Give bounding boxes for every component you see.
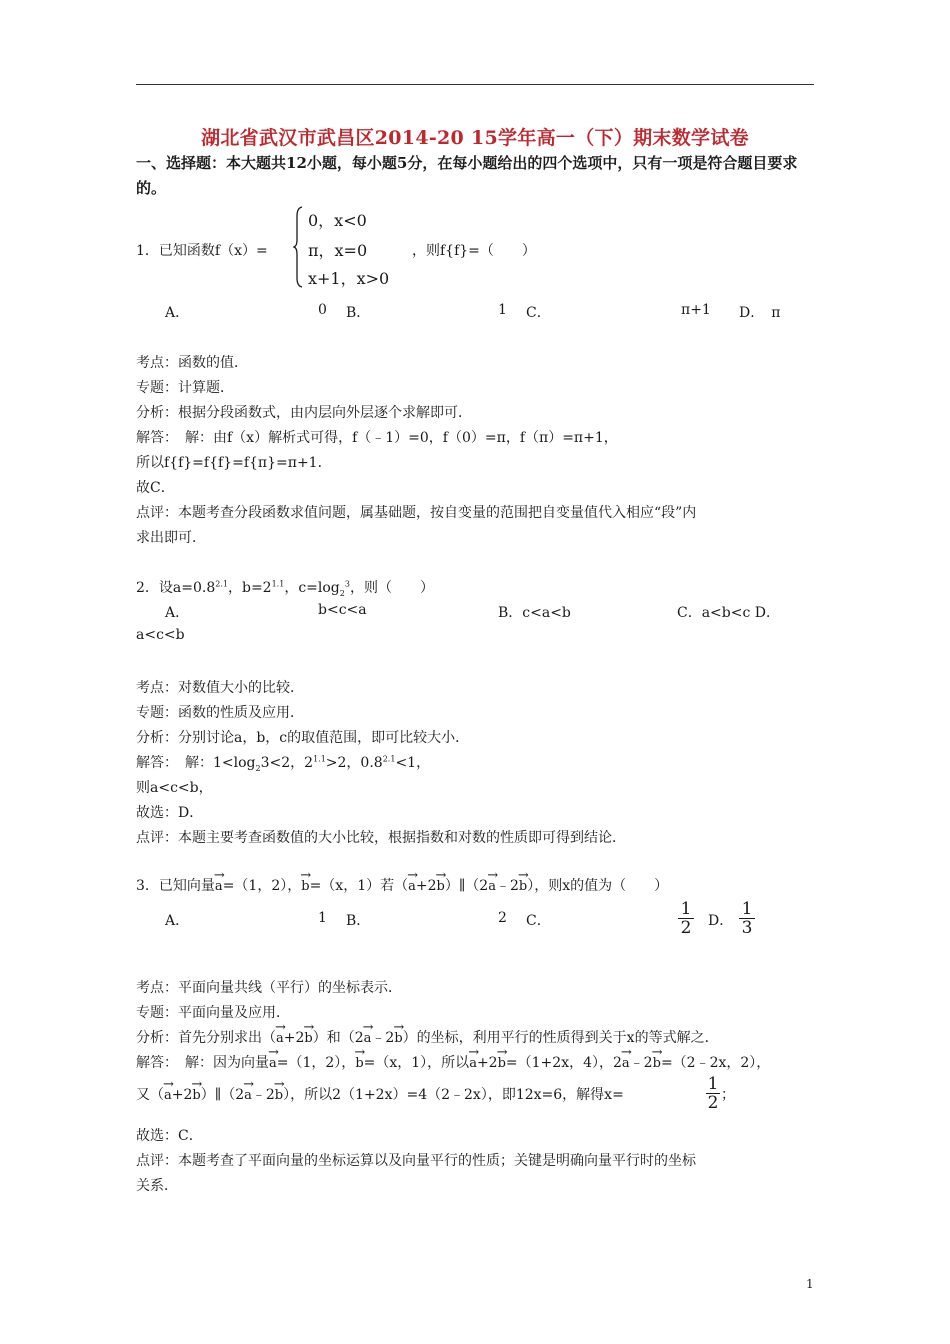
q2-jieda-sub: 2 bbox=[255, 763, 261, 773]
q2-jieda-a: 解答： 解：1<log bbox=[136, 755, 256, 771]
q2-dianping: 点评：本题主要考查函数值的大小比较，根据指数和对数的性质即可得到结论． bbox=[136, 830, 626, 846]
q3-fenxi-4: ﹣2 bbox=[371, 1030, 395, 1046]
q2-exp-1: 2.1 bbox=[215, 579, 228, 589]
vector-b: → b bbox=[437, 879, 445, 894]
vector-a: → a bbox=[269, 1056, 277, 1071]
q3-answer: 故选：C． bbox=[136, 1128, 203, 1144]
q3-option-d-numerator: 1 bbox=[741, 899, 753, 919]
q3-kaodian: 考点：平面向量共线（平行）的坐标表示． bbox=[136, 980, 402, 996]
q3-option-b-value: 2 bbox=[498, 910, 507, 926]
q3-option-d-fraction bbox=[739, 901, 755, 936]
vector-a: → a bbox=[276, 1031, 284, 1046]
q3-p3: =（x，1）若（ bbox=[309, 878, 409, 894]
vector-a: → a bbox=[408, 879, 416, 894]
q3-you bbox=[136, 1084, 624, 1104]
q2-jieda-exp-1: 1.1 bbox=[313, 754, 326, 764]
q3-you-5: ），所以2（1+2x）=4（2﹣2x），即12x=6，解得x= bbox=[283, 1087, 624, 1103]
q2-option-c: C．a<b<c D． bbox=[677, 605, 780, 621]
vector-b: → b bbox=[519, 879, 527, 894]
q1-case-1: 0，x<0 bbox=[308, 211, 367, 230]
q1-dianping: 点评：本题考查分段函数求值问题，属基础题，按自变量的范围把自变量值代入相应“段”内 bbox=[136, 505, 697, 521]
q3-jieda-7: =（2﹣2x，2）， bbox=[660, 1055, 771, 1071]
q2-option-a: A． bbox=[165, 605, 190, 621]
q1-option-a-value: 0 bbox=[318, 302, 327, 318]
q1-answer: 故C． bbox=[136, 480, 175, 496]
q3-fenxi-5: ）的坐标，利用平行的性质得到关于x的等式解之． bbox=[402, 1030, 719, 1046]
vector-a: → a bbox=[364, 1031, 372, 1046]
q3-p2: =（1，2）， bbox=[222, 878, 302, 894]
q1-option-b-value: 1 bbox=[498, 302, 507, 318]
q3-option-a-value: 1 bbox=[318, 910, 327, 926]
q2-jieda-exp-2: 2.1 bbox=[382, 754, 396, 764]
q2-answer: 故选：D． bbox=[136, 805, 204, 821]
q3-fenxi-1: 分析：首先分别求出（ bbox=[136, 1030, 276, 1046]
q1-option-d: D． π bbox=[739, 305, 781, 321]
q3-jieda-1: 解答： 解：因为向量 bbox=[136, 1055, 269, 1071]
q1-case-3: x+1，x>0 bbox=[308, 269, 390, 288]
q3-p5: ）∥（2 bbox=[444, 878, 489, 894]
vector-a: → a bbox=[622, 1056, 630, 1071]
vector-b: → b bbox=[304, 1031, 312, 1046]
q3-jieda-3: =（x，1），所以 bbox=[363, 1055, 470, 1071]
q3-stem bbox=[136, 875, 668, 895]
q3-option-a: A． bbox=[165, 913, 190, 929]
q3-option-c-denominator: 2 bbox=[680, 918, 692, 938]
q1-option-c-value: π+1 bbox=[681, 302, 711, 318]
q1-option-c: C． bbox=[526, 305, 551, 321]
vector-b: → b bbox=[192, 1088, 200, 1103]
q3-you-1: 又（ bbox=[136, 1087, 164, 1103]
q2-exp-3: 3 bbox=[344, 579, 350, 589]
vector-b: → b bbox=[355, 1056, 363, 1071]
q3-p1: 3．已知向量 bbox=[136, 878, 215, 894]
q3-fenxi-3: ）和（2 bbox=[312, 1030, 364, 1046]
q2-stem-b: ，b=2 bbox=[227, 580, 272, 596]
q3-option-b: B． bbox=[346, 913, 371, 929]
vector-b: → b bbox=[301, 879, 309, 894]
page-title: 湖北省武汉市武昌区2014-20 15学年高一（下）期末数学试卷 bbox=[201, 127, 749, 149]
q2-option-b: B．c<a<b bbox=[498, 605, 571, 621]
vector-a: → a bbox=[164, 1088, 172, 1103]
q3-jieda-6: ﹣2 bbox=[629, 1055, 653, 1071]
q3-you-end: ； bbox=[721, 1087, 735, 1103]
q2-jieda bbox=[136, 752, 430, 773]
page-number: 1 bbox=[806, 1277, 814, 1291]
q1-stem-suffix: ，则f{f}=（ ） bbox=[412, 243, 536, 259]
vector-a: → a bbox=[244, 1088, 252, 1103]
vector-a: → a bbox=[215, 879, 223, 894]
q2-stem-a: 2．设a=0.8 bbox=[136, 580, 216, 596]
q2-log-base: 2 bbox=[339, 588, 345, 598]
q2-stem-end: ，则（ ） bbox=[349, 580, 434, 596]
q2-stem bbox=[136, 577, 434, 598]
q1-option-b: B． bbox=[346, 305, 371, 321]
q3-option-d-denominator: 3 bbox=[741, 918, 753, 938]
q2-stem-c: ，c=log bbox=[284, 580, 340, 596]
q1-dianping-2: 求出即可． bbox=[136, 530, 206, 546]
q3-dianping: 点评：本题考查了平面向量的坐标运算以及向量平行的性质；关键是明确向量平行时的坐标 bbox=[136, 1153, 696, 1169]
section-header: 一、选择题：本大题共12小题，每小题5分，在每小题给出的四个选项中，只有一项是符合题目要求的。 bbox=[136, 154, 798, 197]
q3-dianping-2: 关系． bbox=[136, 1178, 178, 1194]
q3-option-c-numerator: 1 bbox=[680, 899, 692, 919]
q1-fenxi: 分析：根据分段函数式，由内层向外层逐个求解即可． bbox=[136, 405, 472, 421]
q3-you-denominator: 2 bbox=[707, 1093, 719, 1113]
vector-b: → b bbox=[498, 1056, 506, 1071]
q3-p6: ﹣2 bbox=[495, 878, 519, 894]
q3-option-c-fraction bbox=[678, 901, 694, 936]
q1-stem-prefix: 1．已知函数f（x）= bbox=[136, 243, 268, 259]
q1-jieda: 解答： 解：由f（x）解析式可得，f（﹣1）=0，f（0）=π，f（π）=π+1， bbox=[136, 430, 618, 446]
q3-jieda-5: =（1+2x，4），2 bbox=[505, 1055, 622, 1071]
q2-option-d-value: a<c<b bbox=[136, 627, 185, 643]
q3-jieda-4: +2 bbox=[476, 1055, 498, 1071]
q1-jieda-2: 所以f{f}=f{f}=f{π}=π+1． bbox=[136, 455, 332, 471]
q2-option-a-value: b<c<a bbox=[318, 602, 367, 618]
q3-jieda-2: =（1，2）， bbox=[276, 1055, 356, 1071]
q1-case-2: π，x=0 bbox=[308, 241, 368, 260]
vector-b: → b bbox=[275, 1088, 283, 1103]
q3-option-d: D． bbox=[708, 913, 734, 929]
vector-b: → b bbox=[653, 1056, 661, 1071]
q3-fenxi bbox=[136, 1027, 719, 1047]
header-rule bbox=[136, 84, 814, 85]
q1-stem bbox=[136, 240, 268, 260]
q3-you-numerator: 1 bbox=[707, 1074, 719, 1094]
q3-fenxi-2: +2 bbox=[283, 1030, 305, 1046]
q3-p7: ），则x的值为（ ） bbox=[527, 878, 669, 894]
q3-zhuanti: 专题：平面向量及应用． bbox=[136, 1005, 290, 1021]
q3-option-c: C． bbox=[526, 913, 551, 929]
q2-jieda-d: <1， bbox=[395, 755, 431, 771]
q1-zhuanti: 专题：计算题． bbox=[136, 380, 234, 396]
q3-you-3: ）∥（2 bbox=[200, 1087, 245, 1103]
q2-jieda-b: 3<2，2 bbox=[260, 755, 314, 771]
vector-a: → a bbox=[469, 1056, 477, 1071]
q2-jieda-2: 则a<c<b， bbox=[136, 780, 213, 796]
vector-a: → a bbox=[488, 879, 496, 894]
q1-option-a: A． bbox=[165, 305, 190, 321]
q2-zhuanti: 专题：函数的性质及应用． bbox=[136, 705, 304, 721]
q3-p4: +2 bbox=[415, 878, 437, 894]
q3-you-2: +2 bbox=[171, 1087, 193, 1103]
vector-b: → b bbox=[394, 1031, 402, 1046]
q2-exp-2: 1.1 bbox=[271, 579, 285, 589]
q1-kaodian: 考点：函数的值． bbox=[136, 355, 248, 371]
q3-you-fraction bbox=[706, 1076, 720, 1111]
piecewise-brace bbox=[293, 206, 303, 288]
q2-kaodian: 考点：对数值大小的比较． bbox=[136, 680, 304, 696]
q3-jieda bbox=[136, 1052, 770, 1072]
q2-jieda-c: >2，0.8 bbox=[325, 755, 383, 771]
q3-you-4: ﹣2 bbox=[251, 1087, 275, 1103]
q2-fenxi: 分析：分别讨论a，b，c的取值范围，即可比较大小． bbox=[136, 730, 470, 746]
